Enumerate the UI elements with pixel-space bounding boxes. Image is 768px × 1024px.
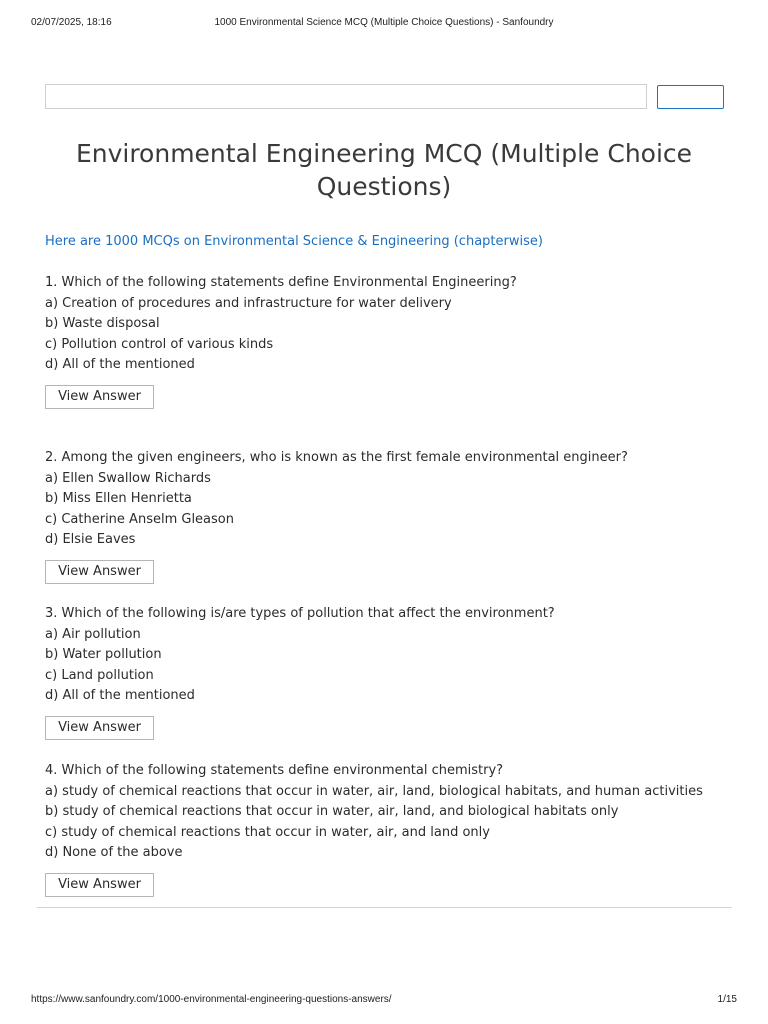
option-a: a) Creation of procedures and infrastructure for water delivery — [45, 295, 452, 311]
question-4 — [45, 761, 735, 897]
option-b: b) Water pollution — [45, 647, 162, 663]
option-c: c) Land pollution — [45, 667, 154, 683]
search-input[interactable] — [45, 84, 647, 109]
page-number: 1/15 — [717, 994, 737, 1005]
view-answer-button[interactable]: View Answer — [45, 873, 154, 897]
view-answer-button[interactable]: View Answer — [45, 560, 154, 584]
option-c: c) study of chemical reactions that occur in water, air, and land only — [45, 824, 490, 840]
option-c: c) Pollution control of various kinds — [45, 336, 274, 352]
chapterwise-mcq-link[interactable]: Here are 1000 MCQs on Environmental Science & Engineering (chapterwise) — [45, 234, 543, 249]
option-b: b) Waste disposal — [45, 316, 160, 332]
search-button[interactable] — [657, 85, 724, 109]
print-datetime: 02/07/2025, 18:16 — [31, 17, 112, 28]
option-d: d) None of the above — [45, 845, 183, 861]
question-2 — [45, 448, 735, 584]
option-d: d) Elsie Eaves — [45, 532, 136, 548]
option-b: b) study of chemical reactions that occur in water, air, land, and biological habitats only — [45, 804, 619, 820]
question-1 — [45, 273, 735, 409]
option-a: a) Ellen Swallow Richards — [45, 470, 211, 486]
question-text: 1. Which of the following statements define Environmental Engineering? — [45, 275, 517, 290]
content-divider — [37, 907, 732, 908]
option-d: d) All of the mentioned — [45, 357, 195, 373]
print-header — [31, 17, 737, 31]
question-3 — [45, 604, 735, 740]
option-c: c) Catherine Anselm Gleason — [45, 511, 234, 527]
option-d: d) All of the mentioned — [45, 688, 195, 704]
option-b: b) Miss Ellen Henrietta — [45, 491, 192, 507]
view-answer-button[interactable]: View Answer — [45, 716, 154, 740]
print-footer — [31, 994, 737, 1008]
page-url: https://www.sanfoundry.com/1000-environmental-engineering-questions-answers/ — [31, 994, 392, 1005]
page-title: Environmental Engineering MCQ (Multiple Choice Questions) — [75, 139, 693, 201]
option-a: a) study of chemical reactions that occur in water, air, land, biological habitats, and human activities — [45, 783, 703, 799]
view-answer-button[interactable]: View Answer — [45, 385, 154, 409]
question-text: 4. Which of the following statements define environmental chemistry? — [45, 763, 504, 778]
option-a: a) Air pollution — [45, 626, 141, 642]
question-text: 2. Among the given engineers, who is known as the first female environmental engineer? — [45, 450, 628, 465]
question-text: 3. Which of the following is/are types of pollution that affect the environment? — [45, 606, 555, 621]
print-document-title: 1000 Environmental Science MCQ (Multiple Choice Questions) - Sanfoundry — [214, 17, 554, 28]
